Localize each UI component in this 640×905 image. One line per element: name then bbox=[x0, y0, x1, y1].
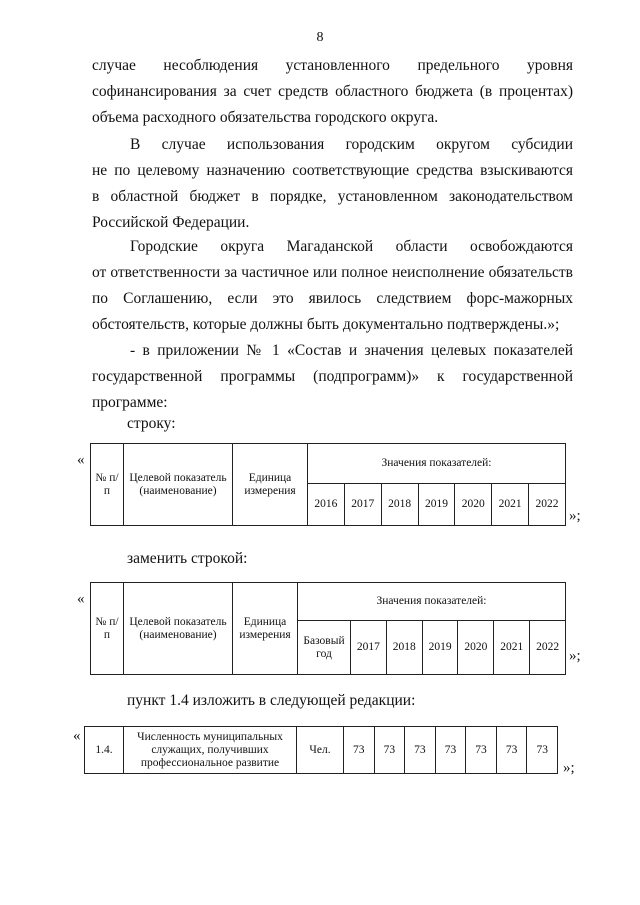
indicator-table-new bbox=[90, 582, 566, 675]
year-cell: 2017 bbox=[344, 484, 381, 526]
label-point: пункт 1.4 изложить в следующей редакции: bbox=[127, 692, 416, 709]
indicator-table-row bbox=[84, 726, 558, 774]
year-cell: 2021 bbox=[494, 621, 530, 675]
text-line: объема расходного обязательства городского округа. bbox=[92, 109, 439, 126]
year-cell: 2018 bbox=[386, 621, 422, 675]
header-num: № п/п bbox=[91, 583, 124, 675]
open-quote: « bbox=[77, 591, 85, 607]
text-line: - в приложении № 1 «Состав и значения целевых показателей bbox=[130, 342, 573, 359]
header-num: № п/п bbox=[91, 444, 124, 526]
paragraph-4 bbox=[92, 338, 573, 416]
text-line: программе: bbox=[92, 394, 168, 411]
text-line: от ответственности за частичное или полное неисполнение обязательств bbox=[92, 264, 573, 281]
year-cell: 2020 bbox=[458, 621, 494, 675]
open-quote: « bbox=[73, 728, 81, 744]
value-cell: 73 bbox=[435, 727, 466, 774]
header-values: Значения показателей: bbox=[298, 583, 566, 621]
row-unit: Чел. bbox=[297, 727, 344, 774]
header-indicator: Целевой показатель (наименование) bbox=[124, 444, 233, 526]
value-cell: 73 bbox=[496, 727, 527, 774]
paragraph-3 bbox=[92, 234, 573, 338]
year-cell: 2019 bbox=[422, 621, 458, 675]
header-unit: Единица измерения bbox=[233, 583, 298, 675]
text-line: Городские округа Магаданской области освобождаются bbox=[130, 238, 573, 255]
value-cell: 73 bbox=[405, 727, 436, 774]
row-num: 1.4. bbox=[85, 727, 124, 774]
text-line: случае несоблюдения установленного предельного уровня bbox=[92, 57, 573, 74]
text-line: государственной программы (подпрограмм)» к государственной bbox=[92, 368, 573, 385]
text-line: В случае использования городским округом субсидии bbox=[130, 136, 573, 153]
text-line: обстоятельств, которые должны быть документально подтверждены.»; bbox=[92, 316, 560, 333]
year-cell: 2019 bbox=[418, 484, 455, 526]
year-cell: 2022 bbox=[529, 484, 566, 526]
header-indicator: Целевой показатель (наименование) bbox=[124, 583, 233, 675]
year-cell: 2016 bbox=[308, 484, 345, 526]
open-quote: « bbox=[77, 452, 85, 468]
year-cell: Базовый год bbox=[298, 621, 351, 675]
value-cell: 73 bbox=[344, 727, 375, 774]
text-line: по Соглашению, если это явилось следствием форс-мажорных bbox=[92, 290, 573, 307]
value-cell: 73 bbox=[374, 727, 405, 774]
year-cell: 2020 bbox=[455, 484, 492, 526]
close-quote: »; bbox=[563, 760, 575, 776]
text-line: Российской Федерации. bbox=[92, 214, 250, 231]
value-cell: 73 bbox=[527, 727, 558, 774]
year-cell: 2018 bbox=[381, 484, 418, 526]
text-line: не по целевому назначению соответствующие средства взыскиваются bbox=[92, 162, 573, 179]
paragraph-1 bbox=[92, 53, 573, 131]
year-cell: 2017 bbox=[351, 621, 387, 675]
close-quote: »; bbox=[569, 648, 581, 664]
year-cell: 2021 bbox=[492, 484, 529, 526]
label-replace: заменить строкой: bbox=[127, 550, 248, 567]
indicator-table-old bbox=[90, 443, 566, 526]
value-cell: 73 bbox=[466, 727, 497, 774]
paragraph-2 bbox=[92, 132, 573, 236]
header-unit: Единица измерения bbox=[233, 444, 308, 526]
label-row: строку: bbox=[127, 415, 176, 432]
text-line: в областной бюджет в порядке, установленном законодательством bbox=[92, 188, 573, 205]
text-line: софинансирования за счет средств областного бюджета (в процентах) bbox=[92, 83, 573, 100]
header-values: Значения показателей: bbox=[308, 444, 566, 484]
close-quote: »; bbox=[569, 508, 581, 524]
page-number: 8 bbox=[316, 30, 324, 45]
row-indicator: Численность муниципальных служащих, получивших профессиональное развитие bbox=[124, 727, 297, 774]
year-cell: 2022 bbox=[530, 621, 566, 675]
